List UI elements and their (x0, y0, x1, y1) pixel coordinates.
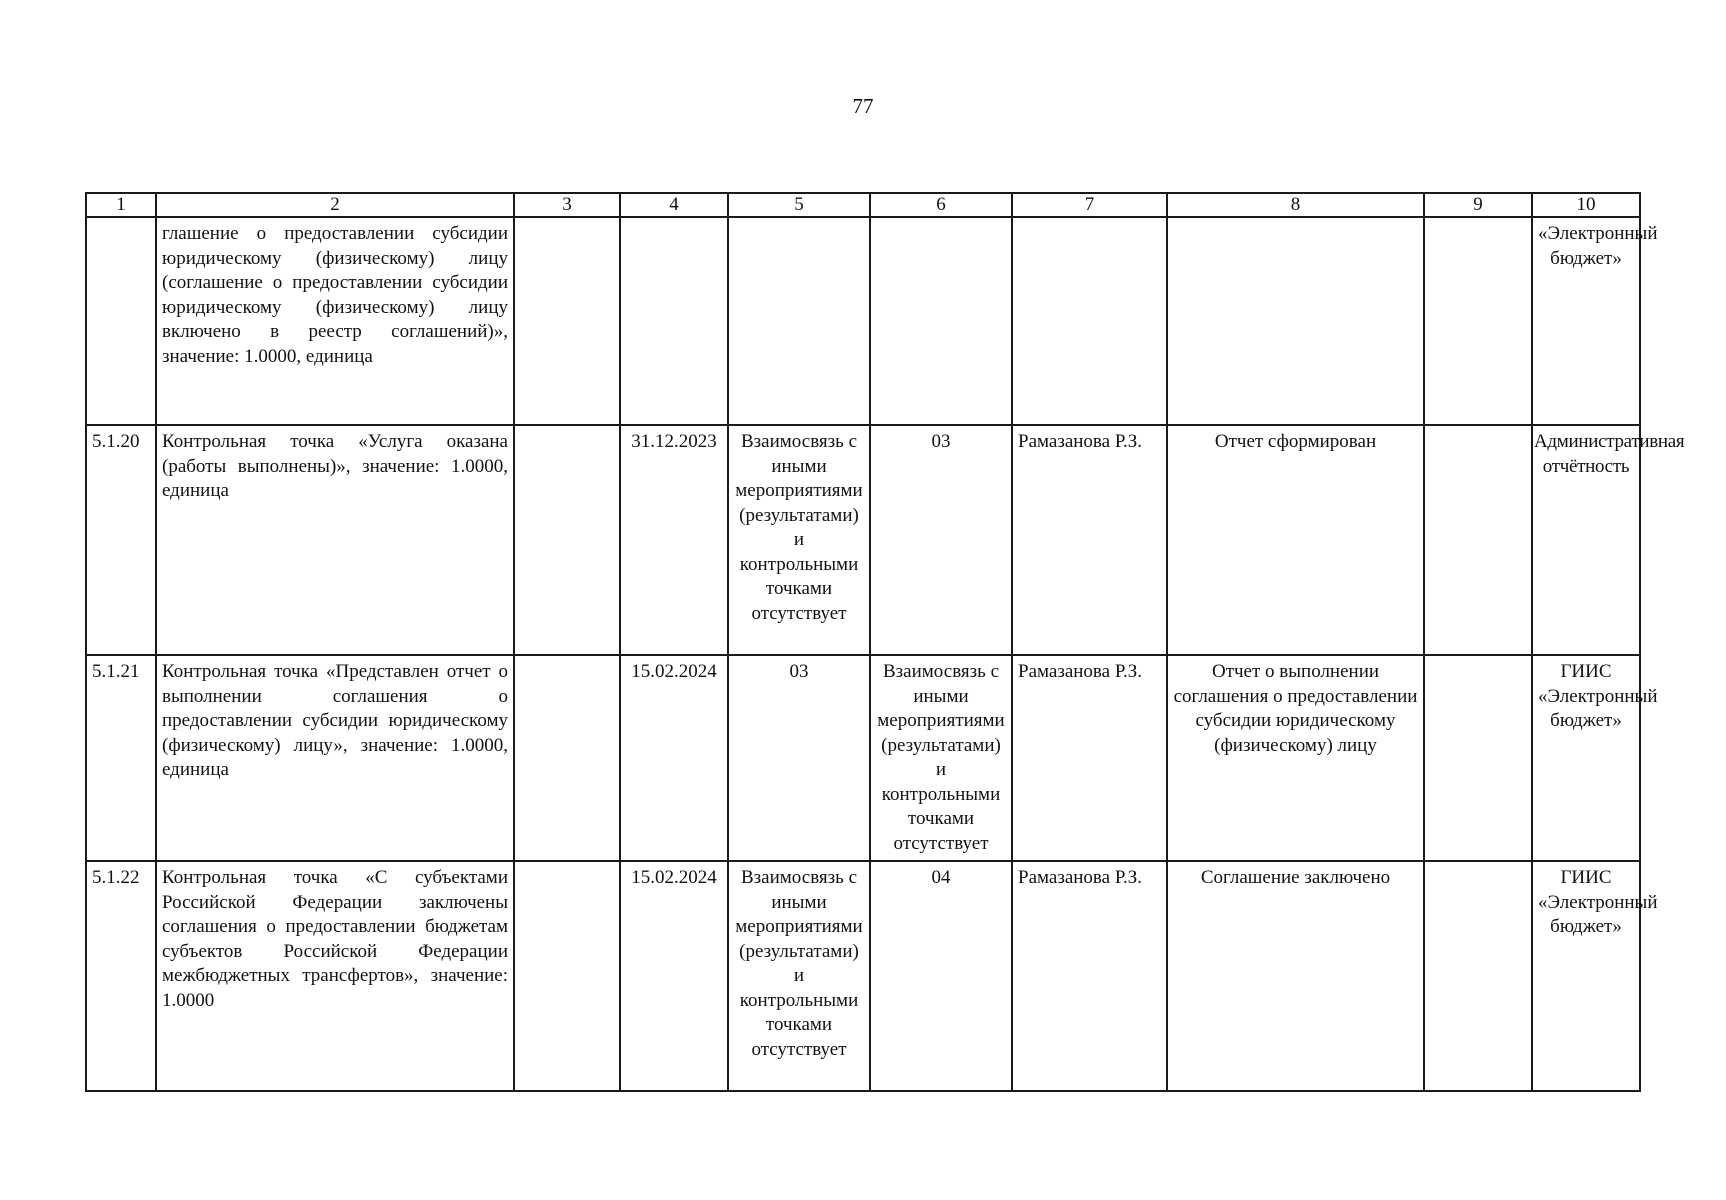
row-source: Административная отчётность (1532, 425, 1640, 655)
row-number (86, 217, 156, 425)
row-result: Отчет сформирован (1167, 425, 1424, 655)
row-col5: 03 (728, 655, 870, 861)
row-result: Соглашение заключено (1167, 861, 1424, 1091)
table-row (86, 861, 1640, 1091)
row-col3 (514, 425, 620, 655)
row-source: ГИИС «Электронный бюджет» (1532, 655, 1640, 861)
row-col6: Взаимосвязь с иными мероприятиями (результатами) и контрольными точками отсутствует (870, 655, 1012, 861)
row-col5: Взаимосвязь с иными мероприятиями (результатами) и контрольными точками отсутствует (728, 861, 870, 1091)
table-row (86, 217, 1640, 425)
row-name: Контрольная точка «Услуга оказана (работы выполнены)», значение: 1.0000, единица (156, 425, 514, 655)
table-row (86, 425, 1640, 655)
row-col6: 04 (870, 861, 1012, 1091)
header-cell: 5 (728, 193, 870, 217)
row-number: 5.1.20 (86, 425, 156, 655)
row-date (620, 217, 728, 425)
row-col5: Взаимосвязь с иными мероприятиями (результатами) и контрольными точками отсутствует (728, 425, 870, 655)
row-number: 5.1.21 (86, 655, 156, 861)
row-col5 (728, 217, 870, 425)
row-number: 5.1.22 (86, 861, 156, 1091)
row-col9 (1424, 655, 1532, 861)
header-cell: 9 (1424, 193, 1532, 217)
row-responsible: Рамазанова Р.З. (1012, 425, 1167, 655)
row-col6: 03 (870, 425, 1012, 655)
header-cell: 6 (870, 193, 1012, 217)
row-col6 (870, 217, 1012, 425)
row-col9 (1424, 861, 1532, 1091)
page-number: 77 (852, 94, 874, 118)
row-result: Отчет о выполнении соглашения о предоставлении субсидии юридическому (физическому) лицу (1167, 655, 1424, 861)
row-result (1167, 217, 1424, 425)
row-col3 (514, 655, 620, 861)
header-row (86, 193, 1640, 217)
row-date: 31.12.2023 (620, 425, 728, 655)
plan-table (85, 192, 1685, 1092)
row-col9 (1424, 217, 1532, 425)
header-cell: 2 (156, 193, 514, 217)
row-name: Контрольная точка «С субъектами Российской Федерации заключены соглашения о предоставлении бюджетам субъектов Российской Федерации межбюджетных трансфертов», значение: 1.0000 (156, 861, 514, 1091)
header-cell: 7 (1012, 193, 1167, 217)
header-cell: 10 (1532, 193, 1640, 217)
table-row (86, 655, 1640, 861)
row-responsible (1012, 217, 1167, 425)
row-source: ГИИС «Электронный бюджет» (1532, 861, 1640, 1091)
header-cell: 1 (86, 193, 156, 217)
header-cell: 3 (514, 193, 620, 217)
row-name: Контрольная точка «Представлен отчет о выполнении соглашения о предоставлении субсидии юридическому (физическому) лицу», значение: 1.0000, единица (156, 655, 514, 861)
row-responsible: Рамазанова Р.З. (1012, 655, 1167, 861)
row-name: глашение о предоставлении субсидии юридическому (физическому) лицу (соглашение о предоставлении субсидии юридическому (физическому) лицу включено в реестр соглашений)», значение: 1.0000, единица (156, 217, 514, 425)
header-cell: 4 (620, 193, 728, 217)
row-source: «Электронный бюджет» (1532, 217, 1640, 425)
row-col3 (514, 861, 620, 1091)
row-col3 (514, 217, 620, 425)
row-responsible: Рамазанова Р.З. (1012, 861, 1167, 1091)
row-date: 15.02.2024 (620, 655, 728, 861)
header-cell: 8 (1167, 193, 1424, 217)
row-date: 15.02.2024 (620, 861, 728, 1091)
row-col9 (1424, 425, 1532, 655)
